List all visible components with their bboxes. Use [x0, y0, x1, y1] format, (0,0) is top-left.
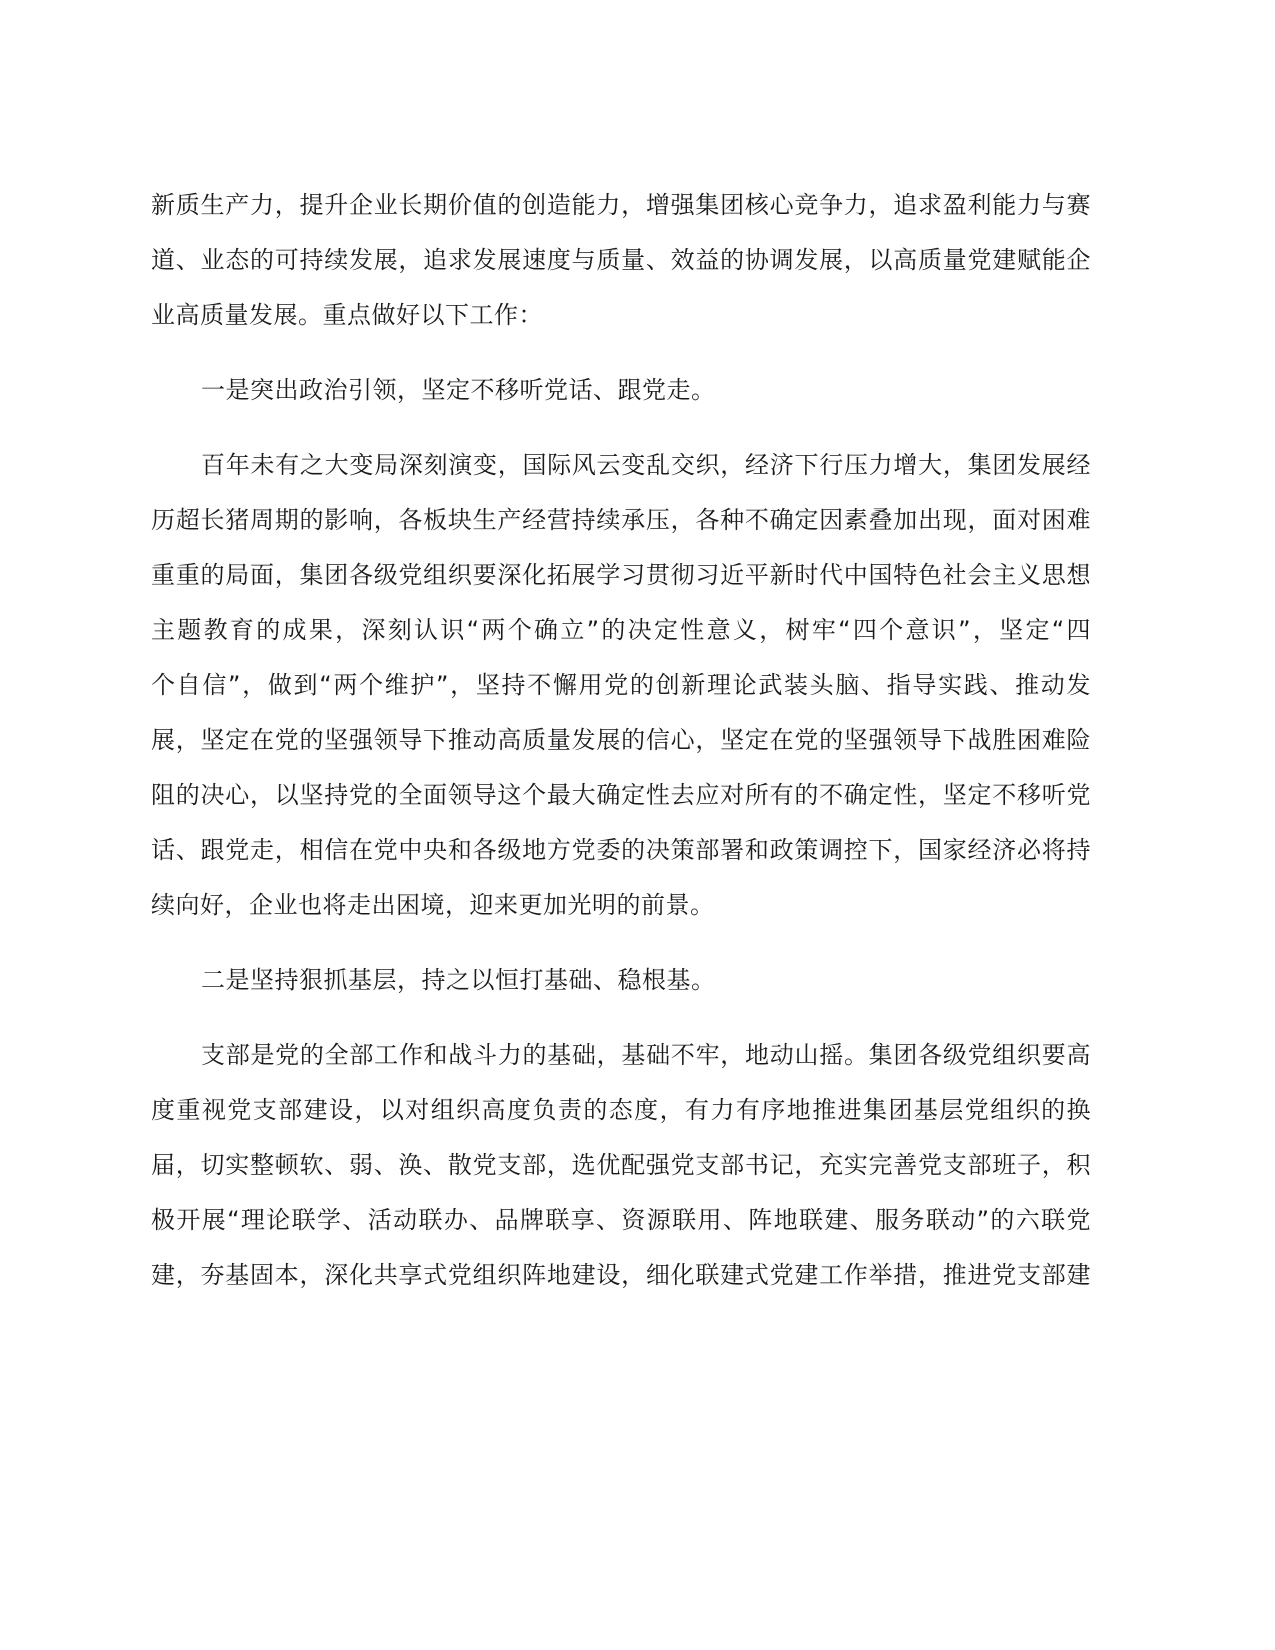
section-heading: 二是坚持狠抓基层，持之以恒打基础、稳根基。	[201, 966, 716, 994]
text-line: 支部是党的全部工作和战斗力的基础，基础不牢，地动山摇。集团各级党组织要高	[201, 1041, 1091, 1069]
text-line: 建，夯基固本，深化共享式党组织阵地建设，细化联建式党建工作举措，推进党支部建	[151, 1261, 1091, 1289]
text-line: 个自信”，做到“两个维护”，坚持不懈用党的创新理论武装头脑、指导实践、推动发	[151, 671, 1091, 699]
text-line: 主题教育的成果，深刻认识“两个确立”的决定性意义，树牢“四个意识”，坚定“四	[151, 616, 1091, 644]
text-line: 历超长猪周期的影响，各板块生产经营持续承压，各种不确定因素叠加出现，面对困难	[151, 506, 1091, 534]
text-line: 话、跟党走，相信在党中央和各级地方党委的决策部署和政策调控下，国家经济必将持	[151, 836, 1091, 864]
text-line: 极开展“理论联学、活动联办、品牌联享、资源联用、阵地联建、服务联动”的六联党	[151, 1206, 1091, 1234]
text-line: 续向好，企业也将走出困境，迎来更加光明的前景。	[151, 891, 715, 919]
text-line: 百年未有之大变局深刻演变，国际风云变乱交织，经济下行压力增大，集团发展经	[201, 451, 1091, 479]
text-line: 业高质量发展。重点做好以下工作：	[151, 301, 543, 329]
text-line: 阻的决心，以坚持党的全面领导这个最大确定性去应对所有的不确定性，坚定不移听党	[151, 781, 1091, 809]
text-line: 度重视党支部建设，以对组织高度负责的态度，有力有序地推进集团基层党组织的换	[151, 1096, 1091, 1124]
text-line: 新质生产力，提升企业长期价值的创造能力，增强集团核心竞争力，追求盈利能力与赛	[151, 191, 1091, 219]
text-line: 展，坚定在党的坚强领导下推动高质量发展的信心，坚定在党的坚强领导下战胜困难险	[151, 726, 1091, 754]
section-heading: 一是突出政治引领，坚定不移听党话、跟党走。	[201, 376, 716, 404]
text-line: 重重的局面，集团各级党组织要深化拓展学习贯彻习近平新时代中国特色社会主义思想	[151, 561, 1091, 589]
text-line: 道、业态的可持续发展，追求发展速度与质量、效益的协调发展，以高质量党建赋能企	[151, 246, 1091, 274]
text-line: 届，切实整顿软、弱、涣、散党支部，选优配强党支部书记，充实完善党支部班子，积	[151, 1151, 1091, 1179]
